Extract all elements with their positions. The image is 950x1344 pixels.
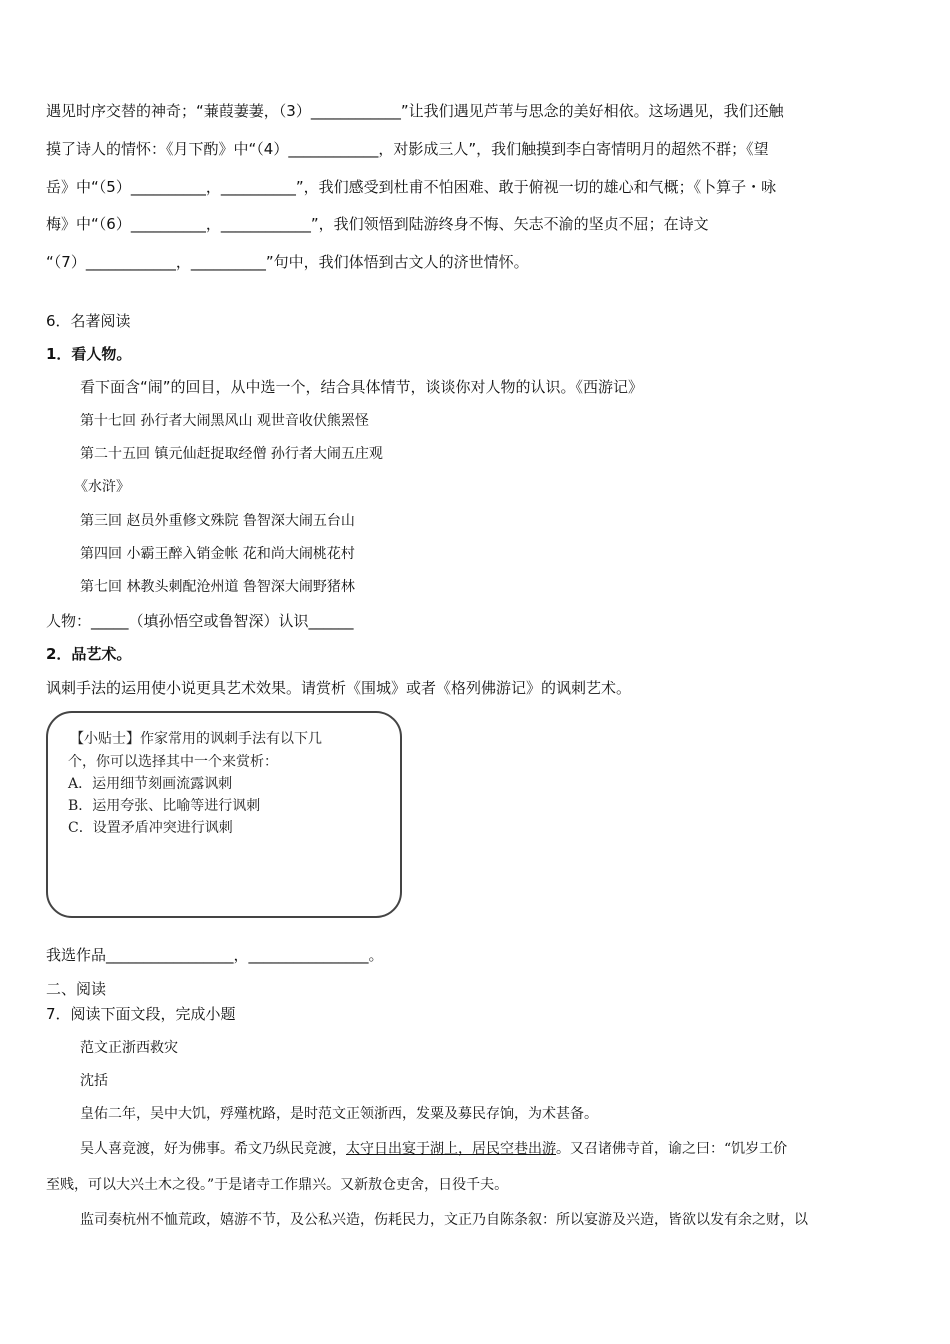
xiyouji-chapter-17: 第十七回 孙行者大闹黑风山 观世音收伏熊罴怪 [80,413,369,429]
p2-underlined-sentence: 太守日出宴于湖上，居民空巷出游 [346,1141,556,1157]
q6-choose-line: 我选作品_________________，________________。 [46,946,384,964]
passage-title: 范文正浙西救灾 [80,1040,178,1056]
tip-box [46,711,402,918]
tip-option-b: B．运用夸张、比喻等进行讽刺 [68,798,261,814]
poem-line-3: 岳》中“（5）__________，__________”，我们感受到杜甫不怕困难、敢于俯视一切的雄心和气概；《卜算子・咏 [46,178,777,196]
p2-pre: 吴人喜竞渡，好为佛事。希文乃纵民竞渡， [80,1141,346,1157]
passage-paragraph-1: 皇佑二年，吴中大饥，殍殣枕路，是时范文正领浙西，发粟及募民存饷，为术甚备。 [80,1106,598,1122]
xiyouji-chapter-25: 第二十五回 镇元仙赶捉取经僧 孙行者大闹五庄观 [80,446,383,462]
passage-paragraph-2 [80,1139,787,1159]
shuihu-chapter-3: 第三回 赵员外重修文殊院 鲁智深大闹五台山 [80,513,355,529]
q6-prompt: 看下面含“闹”的回目，从中选一个，结合具体情节，谈谈你对人物的认识。《西游记》 [80,378,644,396]
passage-paragraph-2-cont: 至贱，可以大兴土木之役。”于是诸寺工作鼎兴。又新敖仓吏舍，日役千夫。 [46,1177,509,1193]
p2-post: 。又召诸佛寺首，谕之曰：“饥岁工价 [556,1141,788,1157]
q6-art-prompt: 讽刺手法的运用使小说更具艺术效果。请赏析《围城》或者《格列佛游记》的讽刺艺术。 [46,679,632,697]
shuihu-chapter-7: 第七回 林教头刺配沧州道 鲁智深大闹野猪林 [80,579,355,595]
q6-sub2: 2．品艺术。 [46,645,132,663]
passage-paragraph-3: 监司奏杭州不恤荒政，嬉游不节，及公私兴造，伤耗民力，文正乃自陈条叙：所以宴游及兴造，皆欲以发有余之财，以 [80,1212,808,1228]
poem-line-1: 遇见时序交替的神奇；“蒹葭萋萋，（3）____________”让我们遇见芦苇与思念的美好相依。这场遇见，我们还触 [46,102,784,120]
tip-line-2: 个，你可以选择其中一个来赏析： [68,754,278,770]
poem-line-5: “（7）____________，__________”句中，我们体悟到古文人的济世情怀。 [46,253,529,271]
q6-sub1: 1．看人物。 [46,345,132,363]
tip-option-c: C．设置矛盾冲突进行讽刺 [68,820,233,836]
q6-heading: 6．名著阅读 [46,312,131,330]
poem-line-2: 摸了诗人的情怀：《月下酌》中“（4）____________，对影成三人”，我们触摸到李白寄情明月的超然不群；《望 [46,140,769,158]
q7-heading: 7．阅读下面文段，完成小题 [46,1005,236,1023]
tip-line-1: 【小贴士】作家常用的讽刺手法有以下几 [70,731,322,747]
q6-answer-line: 人物：_____（填孙悟空或鲁智深）认识______ [46,612,354,630]
section-heading: 二、阅读 [46,980,107,998]
shuihu-chapter-4: 第四回 小霸王醉入销金帐 花和尚大闹桃花村 [80,546,355,562]
shuihu-title: 《水浒》 [74,479,130,495]
tip-option-a: A．运用细节刻画流露讽刺 [68,776,233,792]
passage-author: 沈括 [80,1073,108,1089]
poem-line-4: 梅》中“（6）__________，____________”，我们领悟到陆游终身不悔、矢志不渝的坚贞不屈；在诗文 [46,215,709,233]
